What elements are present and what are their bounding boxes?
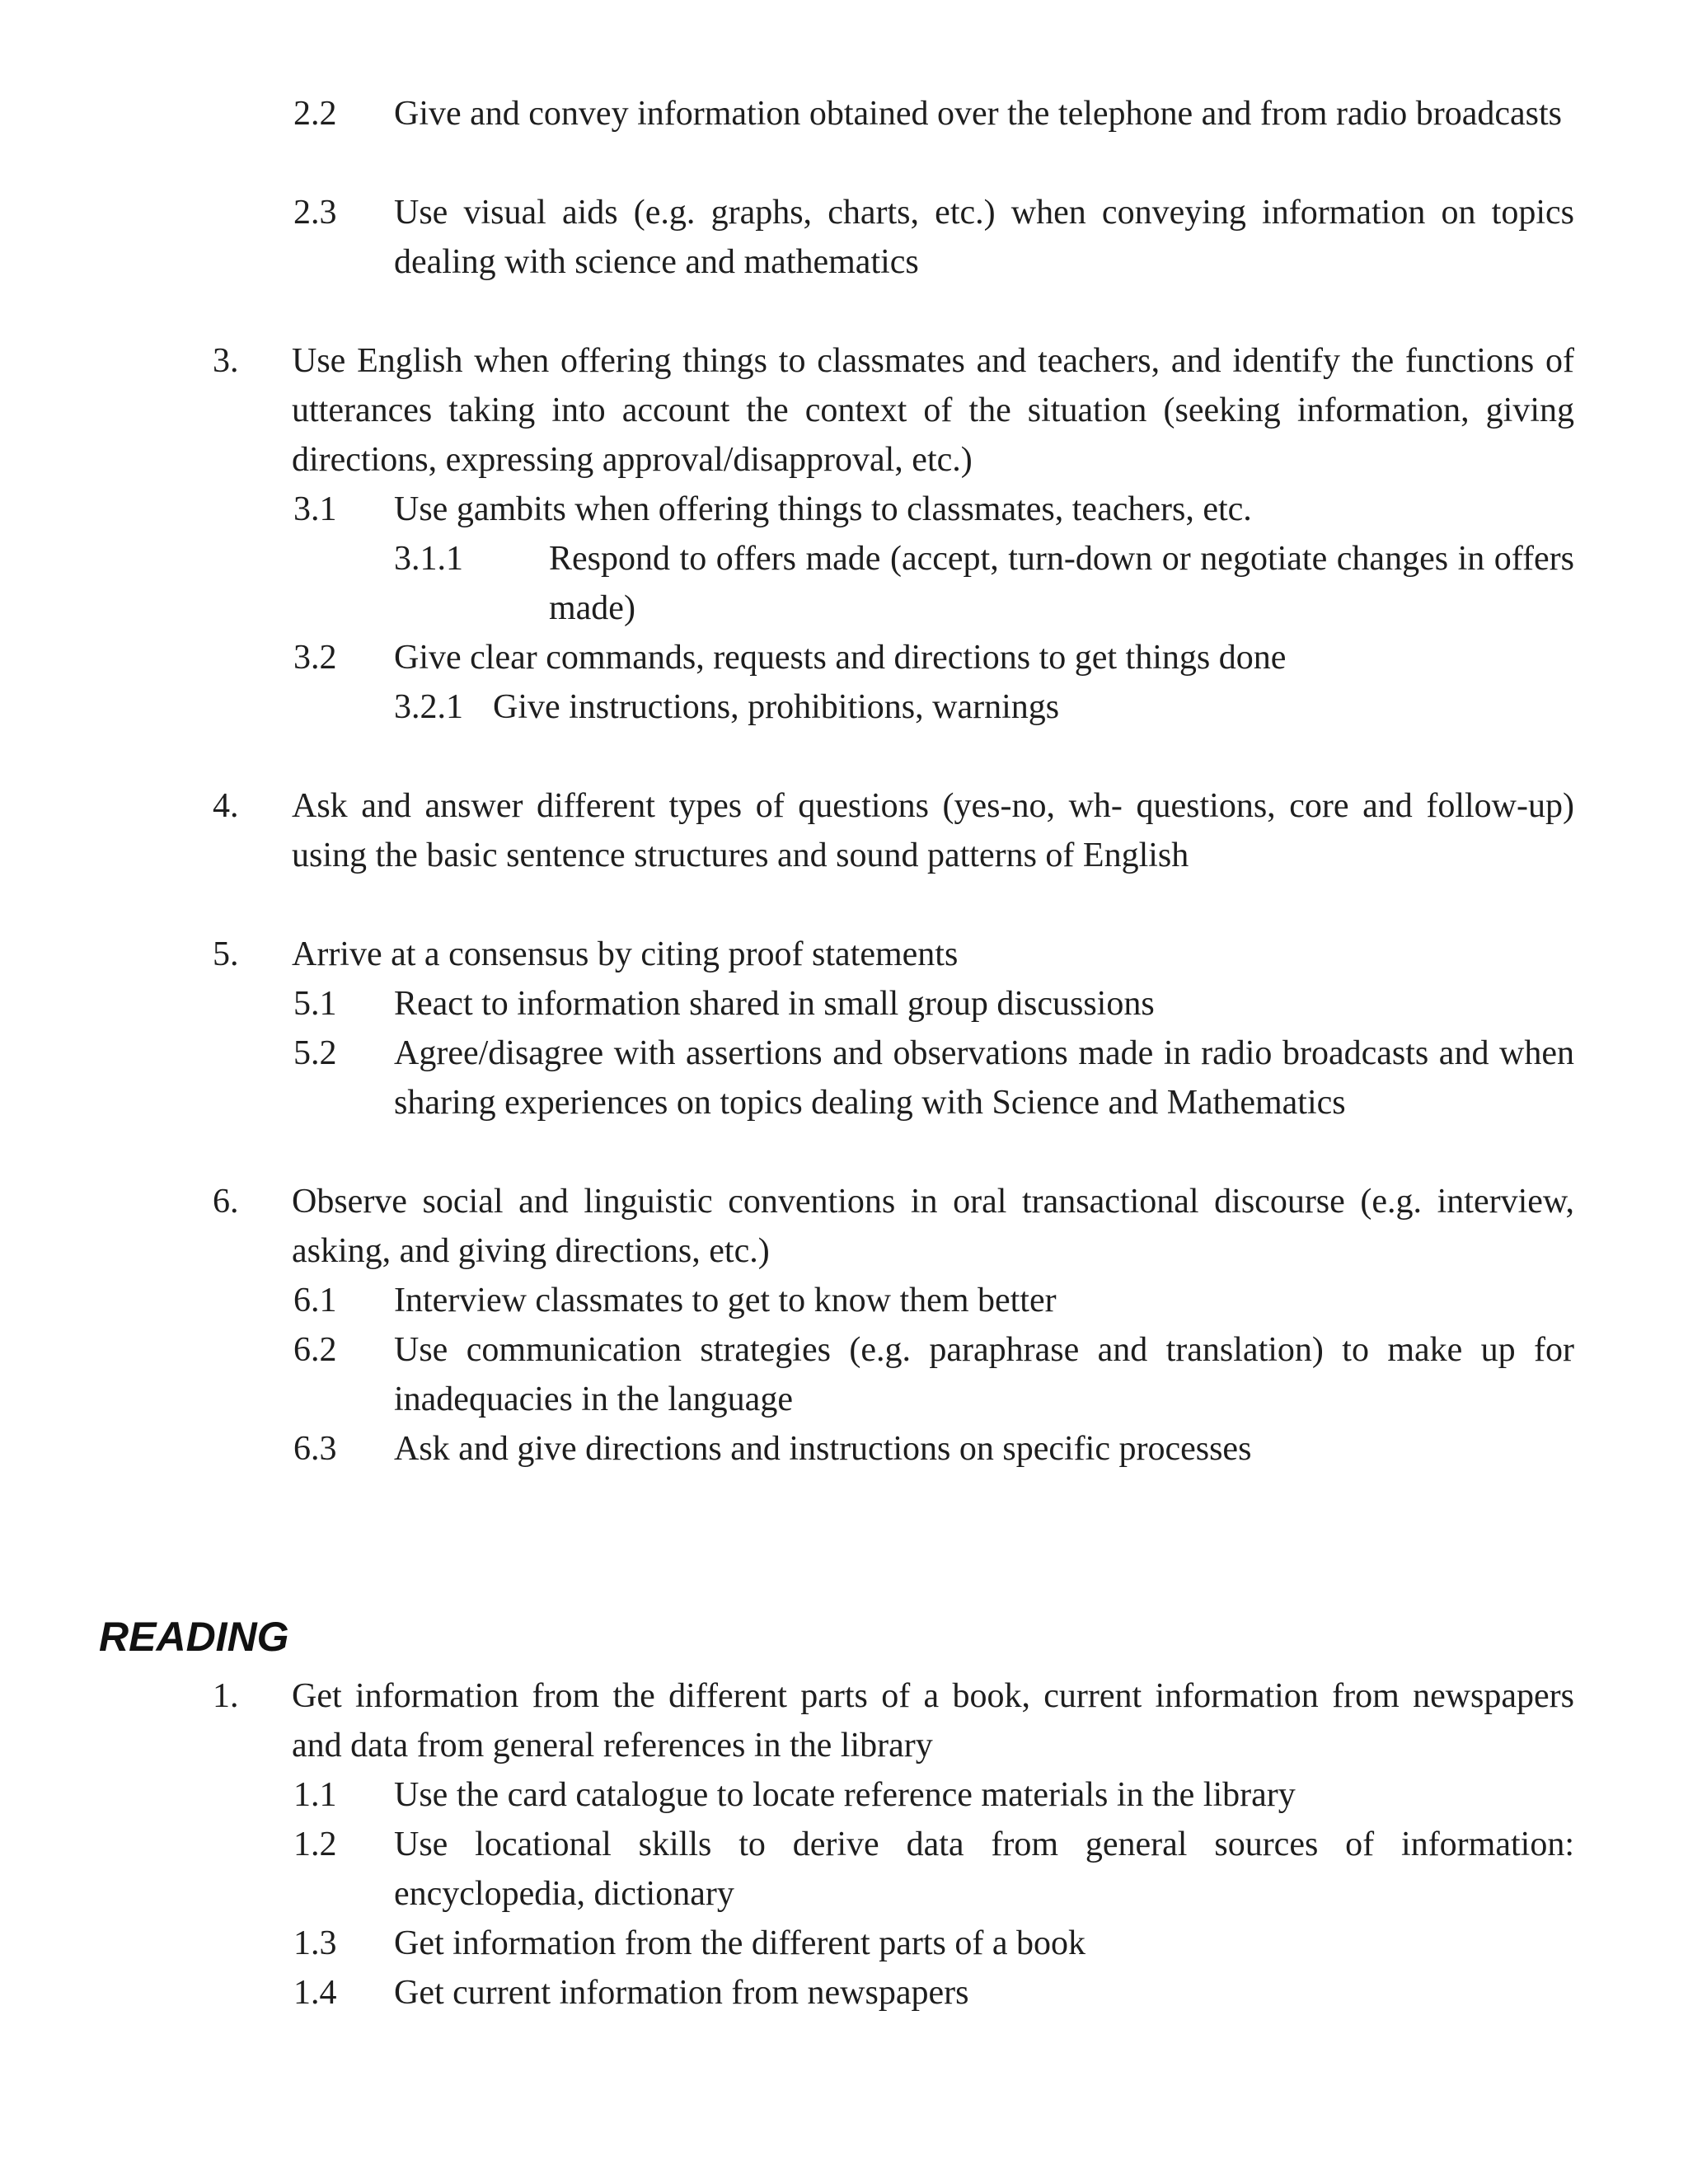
section-heading-reading: READING <box>99 1614 289 1660</box>
item-text: Observe social and linguistic conventions in oral transactional discourse (e.g. interview, asking, and giving directions, etc.) <box>292 1183 1574 1270</box>
item-number: 6. <box>213 1183 239 1221</box>
item-number: 6.2 <box>293 1331 337 1369</box>
item-number: 1.2 <box>293 1825 337 1863</box>
item-number: 5.2 <box>293 1034 337 1072</box>
item-text: Use English when offering things to classmates and teachers, and identify the functions of utterances taking into account the context of the situation (seeking information, giving directions, expressing approval/disapproval, etc.) <box>292 342 1574 479</box>
item-number: 4. <box>213 787 239 825</box>
item-number: 2.3 <box>293 194 337 232</box>
item-text: Use the card catalogue to locate reference materials in the library <box>394 1776 1296 1814</box>
item-text: React to information shared in small group discussions <box>394 985 1155 1023</box>
item-text: Get current information from newspapers <box>394 1974 969 2012</box>
item-number: 3.1.1 <box>394 540 463 578</box>
item-number: 3.2 <box>293 639 337 677</box>
item-text: Interview classmates to get to know them better <box>394 1282 1057 1319</box>
item-text: Use locational skills to derive data from general sources of information: encyclopedia, dictionary <box>394 1825 1574 1913</box>
item-text: Give and convey information obtained over the telephone and from radio broadcasts <box>394 95 1563 133</box>
item-number: 1. <box>213 1677 239 1715</box>
item-number: 5.1 <box>293 985 337 1023</box>
item-text: Ask and give directions and instructions on specific processes <box>394 1430 1252 1468</box>
item-number: 6.3 <box>293 1430 337 1468</box>
item-text: Give instructions, prohibitions, warnings <box>493 688 1060 726</box>
item-text: Get information from the different parts of a book, current information from newspapers and data from general references in the library <box>292 1677 1574 1765</box>
item-text: Agree/disagree with assertions and observations made in radio broadcasts and when sharing experiences on topics dealing with Science and Mathematics <box>394 1034 1574 1122</box>
item-text: Use visual aids (e.g. graphs, charts, etc.) when conveying information on topics dealing with science and mathematics <box>394 194 1574 281</box>
item-number: 6.1 <box>293 1282 337 1319</box>
item-number: 3. <box>213 342 239 380</box>
item-number: 1.1 <box>293 1776 337 1814</box>
item-number: 1.3 <box>293 1924 337 1962</box>
item-number: 1.4 <box>293 1974 337 2012</box>
item-text: Use communication strategies (e.g. paraphrase and translation) to make up for inadequacies in the language <box>394 1331 1574 1418</box>
item-text: Arrive at a consensus by citing proof statements <box>292 935 959 973</box>
item-text: Ask and answer different types of questions (yes-no, wh- questions, core and follow-up) using the basic sentence structures and sound patterns of English <box>292 787 1574 874</box>
item-text: Respond to offers made (accept, turn-down or negotiate changes in offers made) <box>549 540 1574 627</box>
item-number: 3.2.1 <box>394 688 463 726</box>
item-number: 5. <box>213 935 239 973</box>
item-text: Use gambits when offering things to classmates, teachers, etc. <box>394 490 1252 528</box>
item-number: 3.1 <box>293 490 337 528</box>
item-text: Get information from the different parts of a book <box>394 1924 1085 1962</box>
item-number: 2.2 <box>293 95 337 133</box>
item-text: Give clear commands, requests and directions to get things done <box>394 639 1287 677</box>
